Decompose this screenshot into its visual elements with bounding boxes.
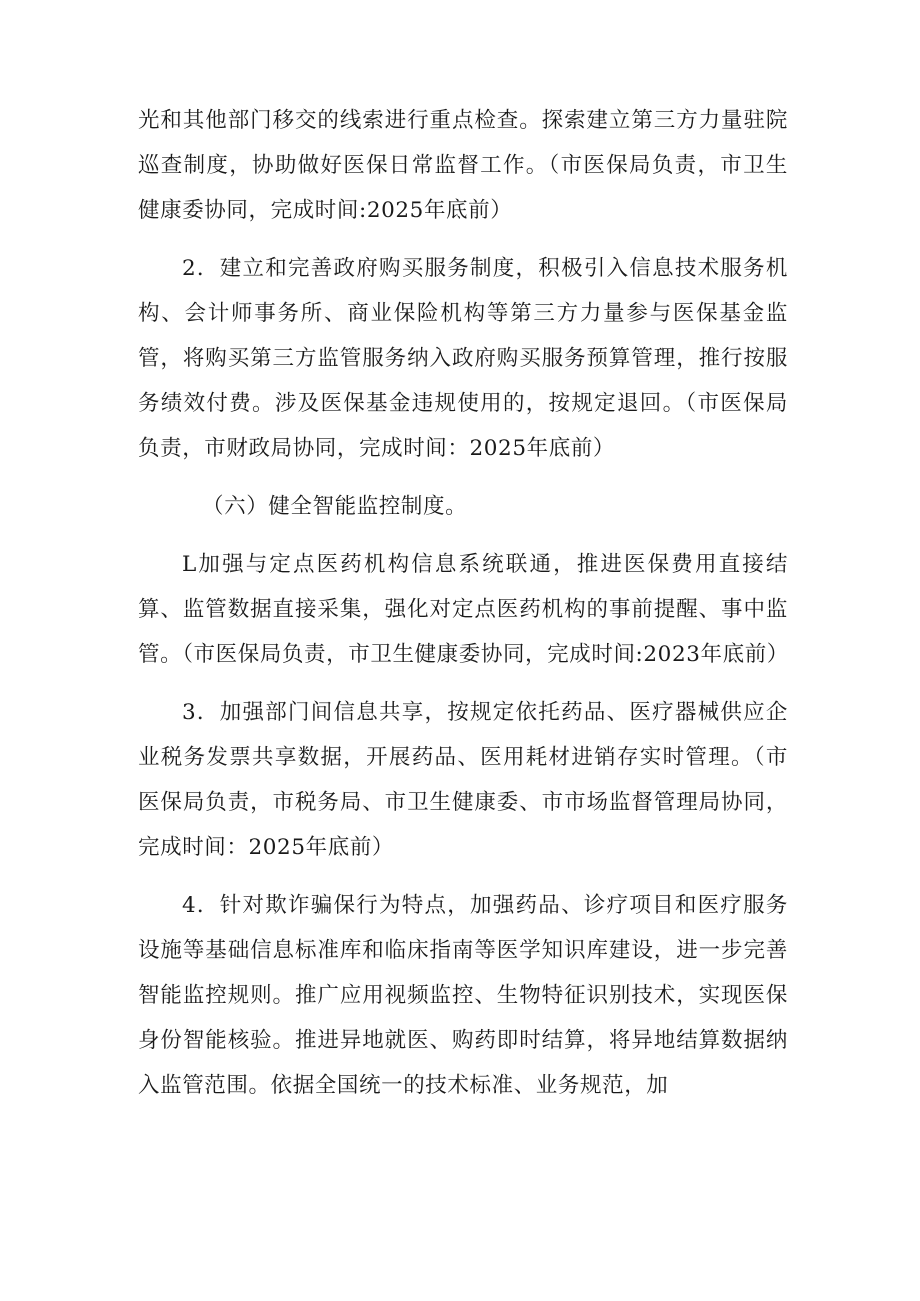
- paragraph-continuation: 光和其他部门移交的线索进行重点检查。探索建立第三方力量驻院巡查制度，协助做好医保日常监督工作。（市医保局负责，市卫生健康委协同，完成时间:2025年底前）: [138, 108, 788, 223]
- paragraph-item-4: 4．针对欺诈骗保行为特点，加强药品、诊疗项目和医疗服务设施等基础信息标准库和临床指南等医学知识库建设，进一步完善智能监控规则。推广应用视频监控、生物特征识别技术，实现医保身份智能核验。推进异地就医、购药即时结算，将异地结算数据纳入监管范围。依据全国统一的技术标准、业务规范，加: [138, 893, 788, 1098]
- paragraph-item-3: 3．加强部门间信息共享，按规定依托药品、医疗器械供应企业税务发票共享数据，开展药品、医用耗材进销存实时管理。（市医保局负责，市税务局、市卫生健康委、市市场监督管理局协同，完成时间：2025年底前）: [138, 700, 788, 860]
- section-heading-6: （六）健全智能监控制度。: [202, 494, 468, 519]
- document-page: [138, 98, 788, 1121]
- paragraph-item-1: L加强与定点医药机构信息系统联通，推进医保费用直接结算、监管数据直接采集，强化对定点医药机构的事前提醒、事中监管。（市医保局负责，市卫生健康委协同，完成时间:2023年底前）: [138, 552, 789, 667]
- paragraph-item-2: 2．建立和完善政府购买服务制度，积极引入信息技术服务机构、会计师事务所、商业保险机构等第三方力量参与医保基金监管，将购买第三方监管服务纳入政府购买服务预算管理，推行按服务绩效付费。涉及医保基金违规使用的，按规定退回。（市医保局负责，市财政局协同，完成时间：2025年底前）: [138, 256, 788, 461]
